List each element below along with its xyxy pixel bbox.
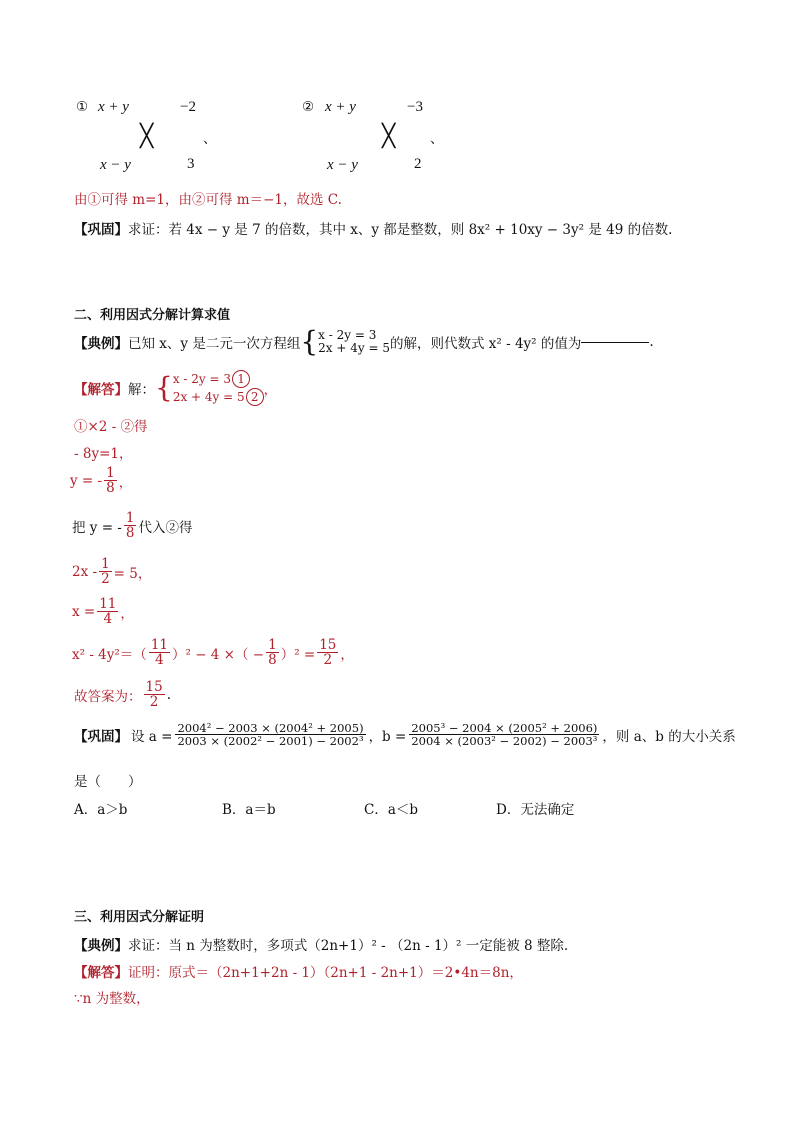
step-7-mid-2: ）² = bbox=[280, 646, 316, 663]
diagram-2-bottom-left: x − y bbox=[327, 157, 358, 173]
brace-icon: { bbox=[155, 371, 173, 404]
section-3-answer bbox=[74, 961, 523, 981]
step-3 bbox=[70, 466, 132, 495]
final-answer-label: 故答案为： bbox=[74, 688, 142, 705]
step-3-right: ， bbox=[118, 474, 133, 491]
section-2-title: 二、利用因式分解计算求值 bbox=[74, 308, 231, 323]
example-period: . bbox=[649, 334, 654, 350]
brace-icon: { bbox=[300, 325, 319, 358]
option-b[interactable]: B．a＝b bbox=[222, 802, 276, 818]
fraction: $\frac{11}{4}$ bbox=[99, 596, 117, 628]
answer-header bbox=[74, 370, 277, 406]
fraction: $\frac{1}{8}$ bbox=[106, 465, 115, 497]
answer-pre: 解： bbox=[128, 382, 155, 398]
cross-icon: ╳ bbox=[382, 123, 396, 148]
gonggu-1-text: 求证：若 4x − y 是 7 的倍数，其中 x、y 都是整数，则 8x² + 10xy − 3y² 是 49 的倍数. bbox=[128, 222, 673, 238]
cross-icon: ╳ bbox=[140, 123, 154, 148]
gonggu-1 bbox=[74, 218, 672, 238]
section-3-last-line: ∵n 为整数， bbox=[74, 991, 150, 1007]
step-5-right: = 5， bbox=[113, 565, 152, 582]
answer-text: 证明：原式＝（2n+1+2n - 1）（2n+1 - 2n+1）＝2•4n＝8n， bbox=[128, 965, 523, 981]
answer-blank bbox=[581, 342, 649, 343]
diagram-1-separator: 、 bbox=[203, 131, 217, 147]
step-6-left: x = bbox=[72, 603, 96, 620]
diagram-2-top-right: −3 bbox=[407, 99, 423, 115]
answer-tag: 【解答】 bbox=[74, 965, 128, 981]
conclusion-line: 由①可得 m=1，由②可得 m＝−1，故选 C. bbox=[74, 192, 342, 208]
fraction: $\frac{1}{8}$ bbox=[125, 510, 135, 542]
example-post: 的解，则代数式 x² - 4y² 的值为 bbox=[389, 336, 582, 352]
system-eq-1: x - 2y = 3 bbox=[318, 328, 377, 343]
diagram-1-top-right: −2 bbox=[180, 99, 196, 115]
equation-system bbox=[318, 329, 390, 354]
step-2: - 8y=1， bbox=[74, 446, 133, 462]
step-5-left: 2x - bbox=[72, 563, 98, 580]
diagram-2-top-left: x + y bbox=[325, 99, 356, 115]
step-4 bbox=[72, 511, 192, 540]
fraction: $\frac{1}{2}$ bbox=[101, 556, 110, 588]
circled-2-icon: 2 bbox=[246, 388, 264, 406]
gonggu-2-pre: 设 a = bbox=[131, 728, 173, 745]
step-6 bbox=[72, 597, 134, 626]
fraction: $\frac{15}{2}$ bbox=[319, 637, 337, 669]
step-7-mid: ）² − 4 ×（ − bbox=[172, 646, 265, 663]
step-4-left: 把 y = - bbox=[72, 519, 122, 536]
gonggu-2-mid: ，b = bbox=[368, 728, 407, 745]
answer-comma: ， bbox=[263, 382, 278, 398]
step-1: ①×2 - ②得 bbox=[74, 419, 148, 435]
system-eq-2: 2x + 4y = 5 bbox=[318, 341, 390, 355]
diagram-2-label: ② bbox=[302, 99, 315, 114]
fraction-a: $\frac{\text{2004² − 2003 × (2004² + 2005)}}{\text{2003 × (2002² − 2001) − 2002³}}$ bbox=[177, 721, 364, 749]
fraction-b: $\frac{\text{2005³ − 2004 × (2005² + 2006)}}{\text{2004 × (2003² − 2002) − 2003³}}$ bbox=[411, 721, 598, 749]
diagram-1-bottom-right: 3 bbox=[187, 156, 195, 172]
final-answer bbox=[74, 680, 171, 709]
diagram-1-label: ① bbox=[76, 99, 89, 114]
diagram-1-bottom-left: x − y bbox=[100, 157, 131, 173]
answer-eq-2: 2x + 4y = 5 2 bbox=[173, 388, 264, 406]
option-a[interactable]: A．a＞b bbox=[74, 802, 128, 818]
step-7-left: x² - 4y²＝（ bbox=[72, 646, 147, 663]
section-3-example bbox=[74, 934, 568, 954]
step-3-left: y = - bbox=[70, 472, 103, 489]
example-tag: 【典例】 bbox=[74, 336, 128, 352]
answer-eq-1: x - 2y = 3 1 bbox=[173, 370, 264, 388]
example-pre: 已知 x、y 是二元一次方程组 bbox=[128, 336, 301, 352]
gonggu-tag: 【巩固】 bbox=[74, 728, 128, 745]
step-7 bbox=[72, 638, 354, 667]
section-2-example bbox=[74, 325, 654, 358]
section-3-title: 三、利用因式分解证明 bbox=[74, 910, 205, 925]
fraction: $\frac{11}{4}$ bbox=[150, 637, 168, 669]
answer-system bbox=[173, 370, 264, 406]
step-4-right: 代入②得 bbox=[138, 519, 193, 536]
step-7-right: ， bbox=[340, 646, 354, 663]
diagram-2-bottom-right: 2 bbox=[414, 156, 422, 172]
option-d[interactable]: D．无法确定 bbox=[496, 802, 575, 818]
option-c[interactable]: C．a＜b bbox=[364, 802, 419, 818]
fraction: $\frac{15}{2}$ bbox=[145, 679, 163, 711]
gonggu-2-line-2: 是（ ） bbox=[74, 774, 142, 790]
fraction: $\frac{1}{8}$ bbox=[268, 637, 277, 669]
final-answer-period: . bbox=[166, 686, 171, 703]
gonggu-2 bbox=[74, 722, 736, 747]
example-tag: 【典例】 bbox=[74, 938, 128, 954]
diagram-2-separator: 、 bbox=[430, 131, 444, 147]
answer-tag: 【解答】 bbox=[74, 382, 128, 398]
example-text: 求证：当 n 为整数时，多项式（2n+1）² - （2n - 1）² 一定能被 8 整除. bbox=[128, 938, 569, 954]
gonggu-2-post: ，则 a、b 的大小关系 bbox=[602, 728, 736, 745]
diagram-1-top-left: x + y bbox=[98, 99, 129, 115]
gonggu-tag: 【巩固】 bbox=[74, 222, 128, 238]
step-5 bbox=[72, 557, 151, 586]
step-6-right: ， bbox=[120, 605, 134, 622]
circled-1-icon: 1 bbox=[232, 370, 250, 388]
